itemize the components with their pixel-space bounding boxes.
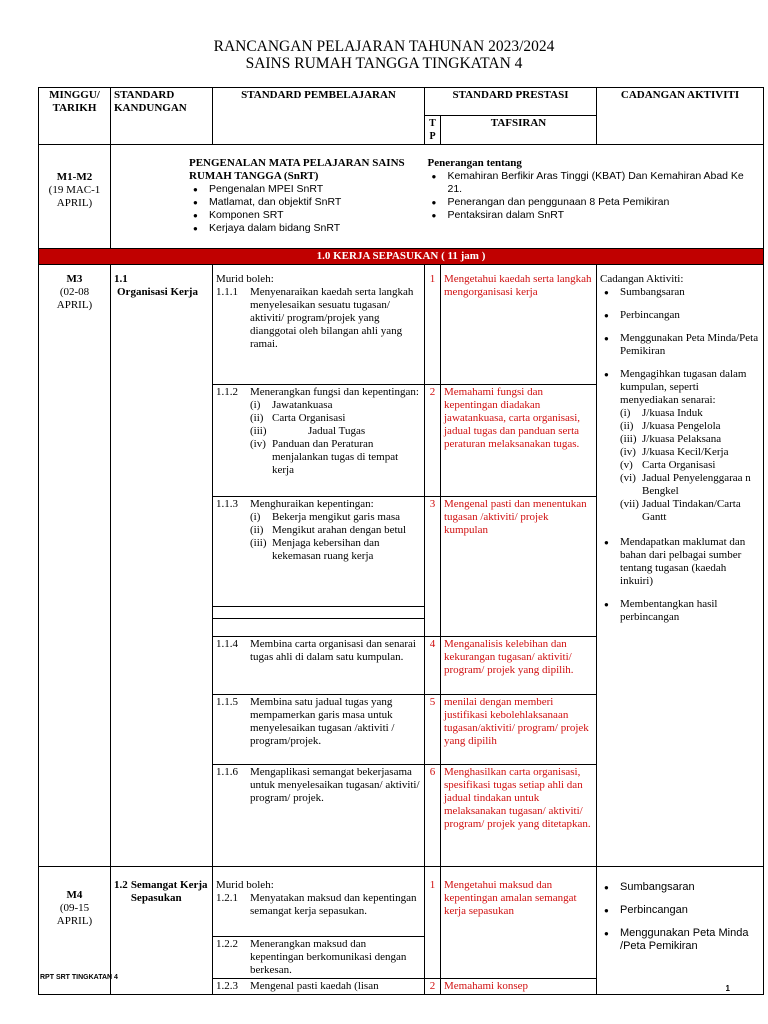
list-item: ● Pentaksiran dalam SnRT — [428, 209, 761, 222]
tp-text: Memahami konsep — [441, 979, 597, 995]
sp-item: 1.2.2 Menerangkan maksud dan kepentingan berkomunikasi dengan berkesan. — [216, 938, 407, 976]
sp-item: 1.2.1 Menyatakan maksud dan kepentingan semangat kerja sepasukan. — [216, 892, 417, 917]
list-item: ● Membentangkan hasil perbincangan — [600, 598, 760, 624]
document-title — [0, 38, 768, 72]
intro-heading: PENGENALAN MATA PELAJARAN SAINS RUMAH TANGGA (SnRT) — [189, 157, 405, 182]
list-item: ● Kemahiran Berfikir Aras Tinggi (KBAT) Dan Kemahiran Abad Ke 21. — [428, 170, 761, 196]
list-item: ● Sumbangsaran — [600, 286, 760, 299]
m3-sk-title: Organisasi Kerja — [117, 286, 198, 298]
tp-number: 4 — [425, 637, 441, 695]
m3-activity-list-2 — [600, 536, 760, 624]
tp-text: menilai dengan memberi justifikasi kebolehlaksanaan tugasan/aktiviti/ program/ projek yang dipilih — [441, 695, 597, 765]
page-number: 1 — [725, 984, 730, 993]
tp-number: 2 — [425, 979, 441, 995]
list-item: ● Menggunakan Peta Minda/Peta Pemikiran — [600, 332, 760, 358]
list-item: ● Matlamat, dan objektif SnRT — [189, 196, 422, 209]
sp-item: 1.1.5 Membina satu jadual tugas yang mempamerkan garis masa untuk menyelesaikan tugasan /aktiviti / program/projek. — [216, 696, 395, 747]
header-tp: T P — [425, 116, 441, 145]
header-standard-pembelajaran: STANDARD PEMBELAJARAN — [213, 88, 425, 145]
list-item: ● Kerjaya dalam bidang SnRT — [189, 222, 422, 235]
m3-act-sublist: (i) J/kuasa Induk (ii) J/kuasa Pengelola (iii) J/kuasa Pelaksana (iv) J/kuasa Kecil/Kerja (v) Carta Organisasi (vi) Jadual Penyelenggaraa n Bengkel (vii) Jadual Tindakan/Carta Gantt — [620, 407, 751, 523]
m4-date: (09-15 APRIL) — [56, 902, 93, 927]
intro-right-heading: Penerangan tentang — [427, 157, 522, 169]
tp-number: 2 — [425, 385, 441, 497]
m4-week: M4 — [66, 889, 83, 901]
list-item: ● Perbincangan — [600, 904, 760, 917]
intro-week: M1-M2 — [56, 171, 93, 183]
m3-activity-list — [600, 286, 760, 407]
header-minggu: MINGGU/ TARIKH — [39, 88, 111, 145]
m4-activity-list — [600, 881, 760, 953]
m3-date: (02-08 APRIL) — [56, 286, 93, 311]
header-cadangan-aktiviti: CADANGAN AKTIVITI — [597, 88, 764, 145]
sp-item: 1.2.3 Mengenal pasti kaedah (lisan — [216, 980, 379, 992]
header-row — [39, 88, 764, 116]
list-item: ● Perbincangan — [600, 309, 760, 322]
tp-number: 3 — [425, 497, 441, 637]
tp-number: 1 — [425, 265, 441, 385]
title-line-2: SAINS RUMAH TANGGA TINGKATAN 4 — [245, 55, 523, 72]
tp-text: Menganalisis kelebihan dan kekurangan tugasan/ aktiviti/ program/ projek yang dipilih. — [441, 637, 597, 695]
list-item: ● Mendapatkan maklumat dan bahan dari pelbagai sumber tentang tugasan (kaedah inkuiri) — [600, 536, 760, 588]
list-item: ● Mengagihkan tugasan dalam kumpulan, seperti menyediakan senarai: — [600, 368, 760, 407]
tp-text: Mengetahui kaedah serta langkah mengorganisasi kerja — [441, 265, 597, 385]
sp-item: 1.1.3 Menghuraikan kepentingan: — [216, 498, 374, 510]
sp-item: 1.1.4 Membina carta organisasi dan senarai tugas ahli di dalam satu kumpulan. — [216, 638, 416, 663]
sp-item: 1.1.2 Menerangkan fungsi dan kepentingan: — [216, 386, 419, 398]
tp-text: Menghasilkan carta organisasi, spesifikasi tugas setiap ahli dan jadual tindakan untuk melaksanakan tugasan/ aktiviti/ program/ projek yang ditetapkan. — [441, 765, 597, 867]
intro-right-list — [428, 170, 761, 222]
footer-label: RPT SRT TINGKATAN 4 — [40, 974, 118, 981]
list-item: ● Penerangan dan penggunaan 8 Peta Pemikiran — [428, 196, 761, 209]
m4-intro: Murid boleh: — [216, 879, 274, 891]
m3-week: M3 — [66, 273, 83, 285]
section-banner: 1.0 KERJA SEPASUKAN ( 11 jam ) — [39, 249, 764, 265]
m3-intro: Murid boleh: — [216, 273, 274, 285]
m4-sk-title: Semangat Kerja Sepasukan — [130, 879, 208, 904]
sp-item: 1.1.6 Mengaplikasi semangat bekerjasama untuk menyelesaikan tugasan/ aktiviti/ program/ projek. — [216, 766, 420, 804]
list-item: ● Komponen SRT — [189, 209, 422, 222]
rpt-table: MINGGU/ TARIKH STANDARD KANDUNGAN STANDARD PEMBELAJARAN STANDARD PRESTASI CADANGAN AKTIVITI T P TAFSIRAN M1-M2 (19 MAC-1 APRIL) PENGENALAN MATA PELAJARAN SAINS RUMAH TANGGA (SnRT) ● Pengenalan MPEI SnRT ● Matlamat, dan objektif SnRT ● Komponen SRT ● Kerjaya dalam bidang SnRT Penerangan tentang ● Kemahiran Berfikir Aras Tinggi (KBAT) Dan Kemahiran Abad Ke 21. ● Penerangan dan penggunaan 8 Peta Pemikiran ● Pentaksiran dalam SnRT 1.0 KERJA SEPASUKAN ( 11 jam ) M3 (02-08 APRIL) 1.1 Organisasi Kerja Murid boleh: 1.1.1 Menyenaraikan kaedah serta langkah menyelesaikan sesuatu tugasan/ aktiviti/ program/projek yang dianggotai oleh bilangan ahli yang ramai. 1 Mengetahui kaedah serta langkah mengorganisasi kerja Cadangan Aktiviti: ● Sumbangsaran ● Perbincangan ● Menggunakan Peta Minda/Peta Pemikiran ● Mengagihkan tugasan dalam kumpulan, seperti menyediakan senarai: (i) J/kuasa Induk (ii) J/kuasa Pengelola (iii) J/kuasa Pelaksana (iv) J/kuasa Kecil/Kerja (v) Carta Organisasi (vi) Jadual Penyelenggaraa n Bengkel (vii) Jadual Tindakan/Carta Gantt ● Mendapatkan maklumat dan bahan dari pelbagai sumber tentang tugasan (kaedah inkuiri) ● Membentangkan hasil perbincangan 1.1.2 Menerangkan fungsi dan kepentingan: (i) Jawatankuasa (ii) Carta Organisasi (iii) Jadual Tugas (iv) Panduan dan Peraturan menjalankan tugas di tempat kerja 2 Memahami fungsi dan kepentingan diadakan jawatankuasa, carta organisasi, jadual tugas dan panduan serta peraturan melaksanakan tugas. 1.1.3 Menghuraikan kepentingan: (i) Bekerja mengikut garis masa (ii) Mengikut arahan dengan betul (iii) Menjaga kebersihan dan kekemasan ruang kerja 3 Mengenal pasti dan menentukan tugasan /aktiviti/ projek kumpulan 1.1.4 Membina carta organisasi dan senarai tugas ahli di dalam satu kumpulan. 4 Menganalisis kelebihan dan kekurangan tugasan/ aktiviti/ program/ projek yang dipilih. 1.1.5 Membina satu jadual tugas yang mempamerkan garis masa untuk menyelesaikan tugasan /aktiviti / program/projek. 5 menilai dengan memberi justifikasi kebolehlaksanaan tugasan/aktiviti/ program/ projek yang dipilih 1.1.6 Mengaplikasi semangat bekerjasama untuk menyelesaikan tugasan/ aktiviti/ program/ projek. 6 Menghasilkan carta organisasi, spesifikasi tugas setiap ahli dan jadual tindakan untuk melaksanakan tugasan/ aktiviti/ program/ projek yang ditetapkan. M4 (09-15 APRIL) 1.2 Semangat Kerja Sepasukan Murid boleh: 1.2.1 Menyatakan maksud dan kepentingan semangat kerja sepasukan. 1 Mengetahui maksud dan kepentingan amalan semangat kerja sepasukan ● Sumbangsaran ● Perbincangan ● Menggunakan Peta Minda /Peta Pemikiran 1.2.2 Menerangkan maksud dan kepentingan berkomunikasi dengan berkesan. 1.2.3 Mengenal pasti kaedah (lisan 2 Memahami konsep — [38, 87, 764, 995]
list-item: ● Menggunakan Peta Minda /Peta Pemikiran — [600, 927, 760, 953]
list-item: ● Sumbangsaran — [600, 881, 760, 894]
intro-date: (19 MAC-1 APRIL) — [48, 184, 101, 209]
intro-row — [39, 145, 764, 249]
list-item: ● Pengenalan MPEI SnRT — [189, 183, 422, 196]
intro-list — [189, 183, 422, 235]
m3-act-title: Cadangan Aktiviti: — [600, 273, 684, 285]
header-tafsiran: TAFSIRAN — [441, 116, 597, 145]
sp-item: 1.1.1 Menyenaraikan kaedah serta langkah menyelesaikan sesuatu tugasan/ aktiviti/ program/projek yang dianggotai oleh bilangan ahli yang ramai. — [216, 286, 414, 350]
tp-text: Mengetahui maksud dan kepentingan amalan semangat kerja sepasukan — [441, 867, 597, 979]
tp-text: Mengenal pasti dan menentukan tugasan /aktiviti/ projek kumpulan — [441, 497, 597, 637]
tp-text: Memahami fungsi dan kepentingan diadakan jawatankuasa, carta organisasi, jadual tugas dan panduan serta peraturan melaksanakan tugas. — [441, 385, 597, 497]
m4-sk-num: 1.2 — [114, 879, 128, 891]
tp-number: 1 — [425, 867, 441, 979]
m3-sk-num: 1.1 — [114, 273, 128, 285]
title-line-1: RANCANGAN PELAJARAN TAHUNAN 2023/2024 — [213, 38, 555, 55]
tp-number: 5 — [425, 695, 441, 765]
header-standard-prestasi: STANDARD PRESTASI — [425, 88, 597, 116]
header-standard-kandungan: STANDARD KANDUNGAN — [111, 88, 213, 145]
tp-number: 6 — [425, 765, 441, 867]
